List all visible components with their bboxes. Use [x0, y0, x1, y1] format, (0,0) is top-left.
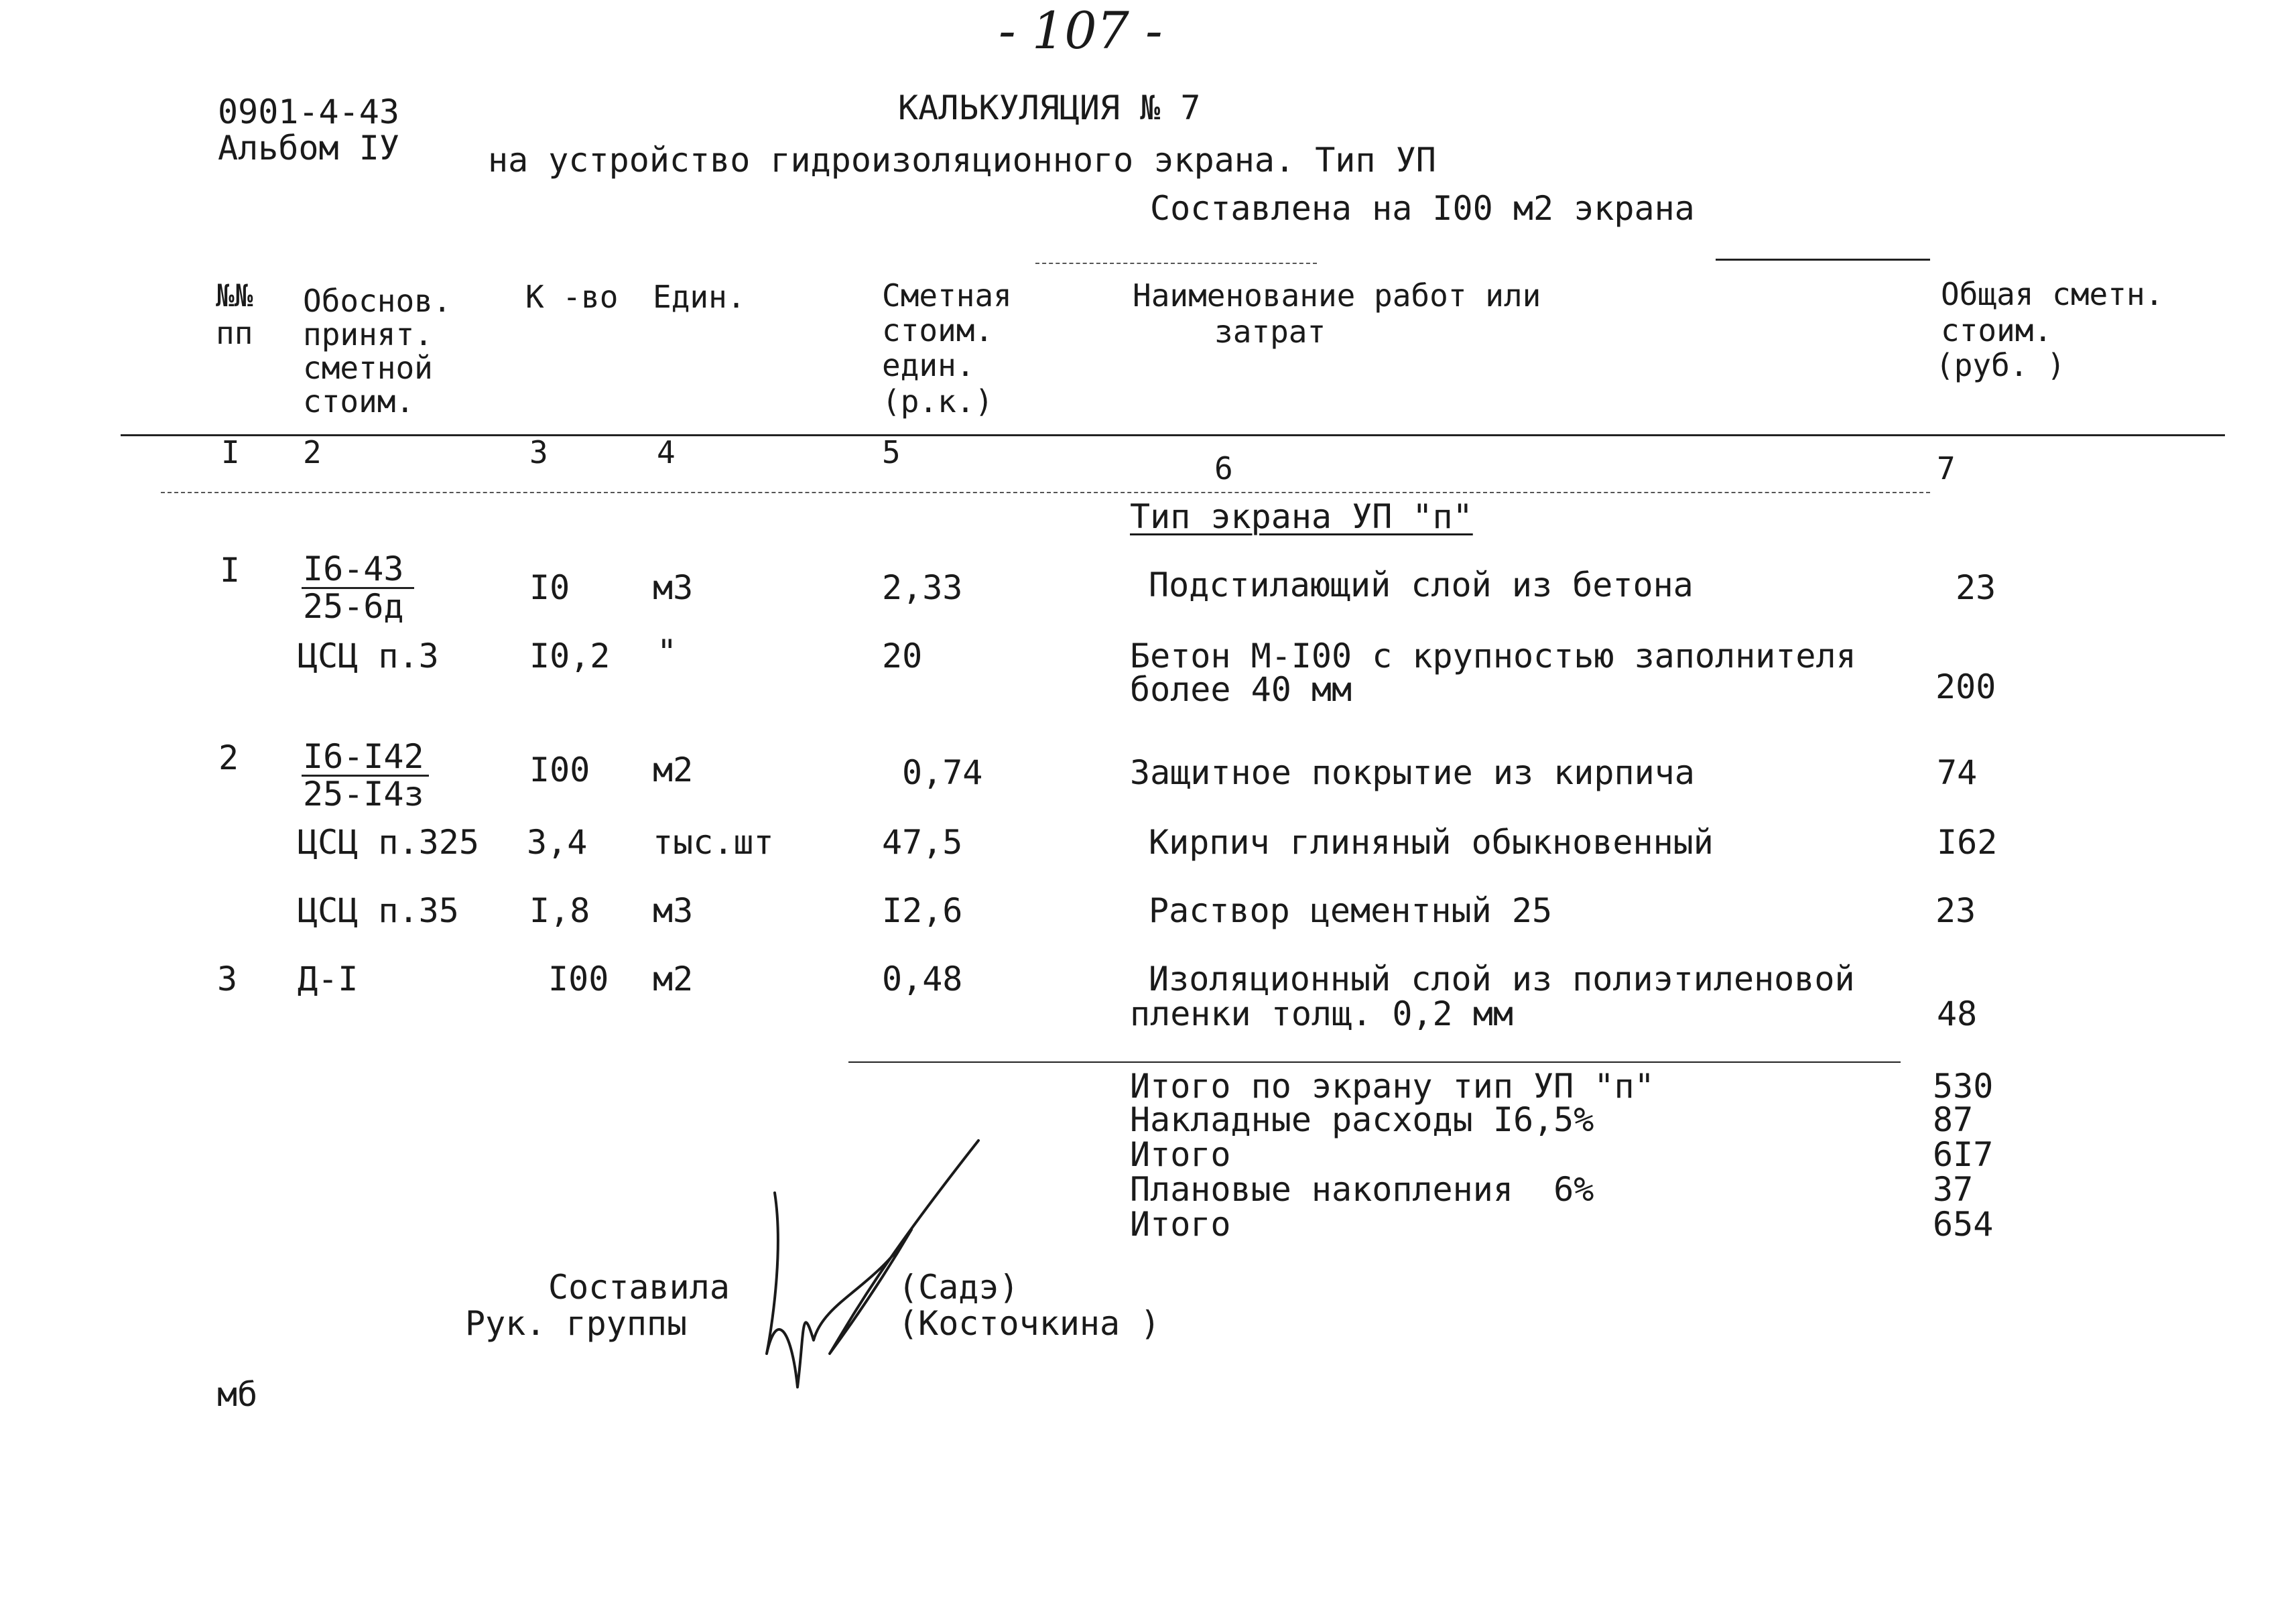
header-price-2: стоим. — [882, 312, 994, 348]
footer-mark: мб — [217, 1375, 258, 1414]
header-num-2: пп — [216, 315, 253, 351]
handwritten-signature — [757, 1132, 999, 1401]
compiled-by-name: (Садэ) — [898, 1268, 1019, 1307]
basis-numerator: I6-43 — [303, 549, 404, 588]
col-num-1: I — [221, 434, 240, 470]
page-number: - 107 - — [999, 1, 1163, 60]
work-name-cont: пленки толщ. 0,2 мм — [1130, 994, 1513, 1033]
unit-price: 0,48 — [882, 960, 963, 998]
header-total-1: Общая сметн. — [1941, 276, 2164, 312]
basis: ЦСЦ п.325 — [298, 823, 479, 862]
col-num-6: 6 — [1214, 450, 1233, 486]
group-head-name: (Косточкина ) — [898, 1304, 1161, 1343]
unit: м2 — [653, 960, 694, 998]
col-num-7: 7 — [1937, 450, 1956, 486]
header-rule — [121, 434, 2225, 436]
row-total: 74 — [1937, 753, 1978, 792]
summary-value: 87 — [1933, 1100, 1974, 1139]
row-total: I62 — [1937, 823, 1998, 862]
basis: ЦСЦ п.3 — [298, 637, 439, 675]
summary-label: Итого по экрану тип УП "п" — [1130, 1067, 1655, 1106]
work-name: Подстилающий слой из бетона — [1149, 566, 1694, 604]
row-number: I — [220, 551, 241, 590]
header-basis-4: стоим. — [303, 383, 415, 419]
compiled-by-label: Составила — [548, 1268, 730, 1307]
group-head-label: Рук. группы — [465, 1304, 688, 1343]
col-num-5: 5 — [882, 434, 901, 470]
basis-numerator: I6-I42 — [303, 737, 424, 776]
summary-label: Накладные расходы I6,5% — [1130, 1100, 1594, 1139]
summary-value: 37 — [1933, 1170, 1974, 1209]
header-price-4: (р.к.) — [882, 383, 994, 419]
unit: м2 — [653, 751, 694, 789]
header-basis-1: Обоснов. — [303, 283, 452, 319]
quantity: 3,4 — [527, 823, 588, 862]
basis-denominator: 25-6д — [303, 587, 404, 626]
work-name: Раствор цементный 25 — [1149, 891, 1553, 930]
section-title: Тип экрана УП "п" — [1130, 497, 1473, 536]
header-qty: К -во — [525, 279, 619, 315]
summary-value: 654 — [1933, 1205, 1994, 1244]
col-num-2: 2 — [303, 434, 322, 470]
work-name: Бетон М-I00 с крупностью заполнителя — [1130, 637, 1856, 675]
col-num-3: 3 — [529, 434, 548, 470]
unit: м3 — [653, 568, 694, 607]
row-total: 23 — [1935, 891, 1976, 930]
album-label: Альбом IУ — [218, 129, 399, 168]
unit-price: 2,33 — [882, 568, 963, 607]
summary-value: 6I7 — [1933, 1135, 1994, 1174]
summary-label: Итого — [1130, 1135, 1231, 1174]
header-name-1: Наименование работ или — [1133, 277, 1541, 314]
basis: ЦСЦ п.35 — [298, 891, 459, 930]
work-name: Кирпич глиняный обыкновенный — [1149, 823, 1714, 862]
quantity: I,8 — [529, 891, 590, 930]
doc-code: 0901-4-43 — [218, 92, 399, 131]
work-name: Изоляционный слой из полиэтиленовой — [1149, 960, 1855, 998]
summary-label: Итого — [1130, 1205, 1231, 1244]
top-rule-right — [1716, 259, 1930, 261]
header-unit: Един. — [653, 279, 746, 315]
row-total: 23 — [1956, 568, 1996, 607]
basis: Д-I — [298, 960, 359, 998]
quantity: I00 — [548, 960, 609, 998]
header-total-2: стоим. — [1941, 312, 2053, 348]
row-total: 200 — [1935, 667, 1996, 706]
unit-price: 20 — [882, 637, 923, 675]
header-basis-3: сметной — [303, 350, 433, 386]
header-price-3: един. — [882, 347, 975, 383]
header-basis-2: принят. — [303, 316, 433, 352]
row-number: 3 — [217, 960, 238, 998]
unit-price: 0,74 — [902, 753, 983, 792]
unit-price: 47,5 — [882, 823, 963, 862]
document-title: КАЛЬКУЛЯЦИЯ № 7 — [898, 88, 1201, 127]
col-num-4: 4 — [657, 434, 676, 470]
top-rule-left — [1035, 263, 1317, 264]
basis-note: Составлена на I00 м2 экрана — [1150, 189, 1695, 228]
unit-price: I2,6 — [882, 891, 963, 930]
quantity: I00 — [529, 751, 590, 789]
unit: м3 — [653, 891, 694, 930]
work-name: Защитное покрытие из кирпича — [1130, 753, 1695, 792]
row-total: 48 — [1937, 994, 1978, 1033]
summary-label: Плановые накопления 6% — [1130, 1170, 1594, 1209]
quantity: I0 — [529, 568, 570, 607]
column-numbers-rule — [161, 492, 1930, 493]
header-name-2: затрат — [1214, 314, 1326, 350]
work-name-cont: более 40 мм — [1130, 670, 1352, 709]
quantity: I0,2 — [529, 637, 611, 675]
document-subtitle: на устройство гидроизоляционного экрана. Тип УП — [488, 141, 1436, 180]
header-price-1: Сметная — [882, 277, 1012, 314]
summary-value: 530 — [1933, 1067, 1994, 1106]
unit: тыс.шт — [653, 823, 774, 862]
summary-rule — [848, 1061, 1901, 1063]
header-total-3: (руб. ) — [1935, 347, 2065, 383]
basis-denominator: 25-I4з — [303, 775, 424, 814]
row-number: 2 — [218, 738, 239, 777]
header-num-1: №№ — [216, 277, 253, 314]
unit: " — [657, 633, 678, 671]
